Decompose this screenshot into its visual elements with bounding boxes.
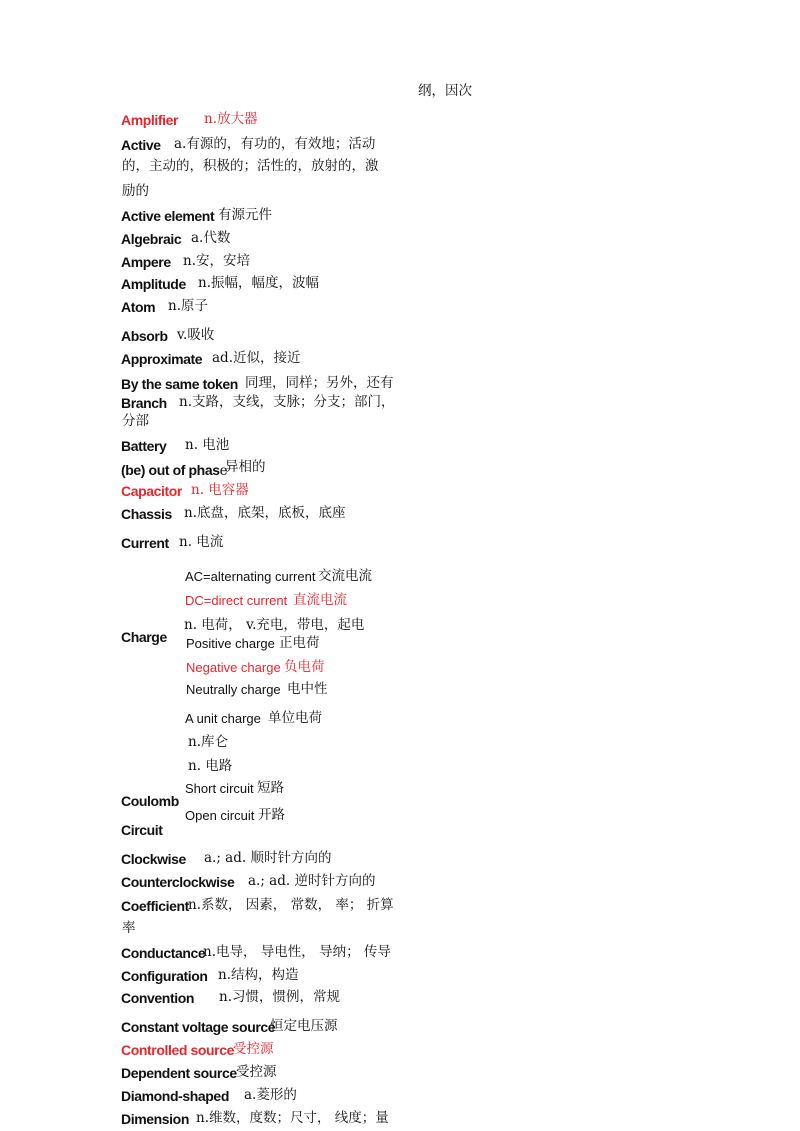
entry-definition: a.有源的，有功的，有效地；活动 <box>174 136 376 152</box>
entry-term: Convention <box>121 990 194 1006</box>
entry-term: Controlled source <box>121 1042 234 1058</box>
subline-chinese: n. 电路 <box>188 758 233 774</box>
subline-chinese: 短路 <box>257 780 284 796</box>
entry-definition: 有源元件 <box>218 207 272 223</box>
entry-term-coulomb: Coulomb <box>121 793 179 809</box>
entry-definition: n. 电容器 <box>191 482 249 498</box>
entry-term-charge: Charge <box>121 629 167 645</box>
entry-term: Algebraic <box>121 231 182 247</box>
subline-english: AC=alternating current <box>185 569 316 584</box>
entry-term: Amplitude <box>121 276 186 292</box>
entry-definition: n.系数， 因素， 常数， 率； 折算 <box>188 897 394 913</box>
entry-term: Clockwise <box>121 851 186 867</box>
entry-term: Atom <box>121 299 156 315</box>
subline-chinese: 电中性 <box>287 681 328 697</box>
entry-definition-cont: 励的 <box>122 183 149 199</box>
subline-chinese: 负电荷 <box>284 659 325 675</box>
entry-term: Branch <box>121 395 167 411</box>
entry-term-wrap <box>121 460 228 479</box>
subline-chinese: 直流电流 <box>293 592 347 608</box>
subline-english: Positive charge <box>186 636 275 651</box>
entry-term: Conductance <box>121 945 206 961</box>
subline-chinese: 正电荷 <box>279 635 320 651</box>
entry-definition: n. 电流 <box>179 534 224 550</box>
entry-term: (be) out of phas <box>121 462 220 478</box>
entry-term: Active element <box>121 208 215 224</box>
entry-definition: a.菱形的 <box>244 1087 297 1103</box>
subline-english: Neutrally charge <box>186 682 281 697</box>
subline-chinese: 交流电流 <box>318 568 372 584</box>
entry-term: Ampere <box>121 254 171 270</box>
subline-english: Open circuit <box>185 808 255 823</box>
entry-term: Dimension <box>121 1111 189 1127</box>
header-fragment: 纲，因次 <box>418 83 472 99</box>
entry-term: Approximate <box>121 351 203 367</box>
entry-term-tail: e <box>219 463 228 479</box>
entry-term: Diamond-shaped <box>121 1088 229 1104</box>
entry-definition: n.放大器 <box>204 111 258 127</box>
entry-term: Coefficient <box>121 898 189 914</box>
entry-definition: n.维数，度数；尺寸， 线度；量 <box>196 1110 389 1126</box>
entry-term: Current <box>121 535 169 551</box>
subline-chinese: n.库仑 <box>188 734 228 750</box>
entry-term: Battery <box>121 438 167 454</box>
entry-definition: v.吸收 <box>177 327 215 343</box>
subline-english: DC=direct current <box>185 593 288 608</box>
subline-chinese: 开路 <box>258 807 285 823</box>
entry-definition: 异相的 <box>225 459 266 475</box>
entry-term: Chassis <box>121 506 172 522</box>
entry-term: Capacitor <box>121 483 182 499</box>
entry-definition: n. 电池 <box>185 437 230 453</box>
entry-definition: 同理，同样；另外，还有 <box>245 375 394 391</box>
entry-definition: 受控源 <box>233 1041 274 1057</box>
entry-definition: n.安，安培 <box>183 253 250 269</box>
entry-definition: n.结构，构造 <box>218 967 299 983</box>
entry-definition: 恒定电压源 <box>270 1018 338 1034</box>
entry-term: Absorb <box>121 328 168 344</box>
subline-english: A unit charge <box>185 711 261 726</box>
entry-definition: a.; ad. 逆时针方向的 <box>248 873 376 889</box>
entry-definition: n.支路，支线，支脉；分支；部门， <box>179 394 395 410</box>
entry-definition: a.代数 <box>191 230 231 246</box>
entry-definition: a.; ad. 顺时针方向的 <box>204 850 332 866</box>
entry-term: Dependent source <box>121 1065 237 1081</box>
entry-term: Active <box>121 137 161 153</box>
entry-definition: ad.近似，接近 <box>212 350 301 366</box>
subline-chinese: n. 电荷， v.充电，带电，起电 <box>184 617 365 633</box>
subline-chinese: 单位电荷 <box>268 710 322 726</box>
entry-definition-cont: 的，主动的，积极的；活性的，放射的，激 <box>122 158 379 174</box>
entry-definition: 受控源 <box>236 1064 277 1080</box>
entry-definition: n.原子 <box>168 298 208 314</box>
entry-term: Constant voltage source <box>121 1019 276 1035</box>
entry-definition-cont: 分部 <box>122 413 149 429</box>
entry-definition: n.电导， 导电性， 导纳； 传导 <box>203 944 391 960</box>
entry-term: By the same token <box>121 376 238 392</box>
subline-english: Negative charge <box>186 660 281 675</box>
entry-definition: n.振幅，幅度，波幅 <box>198 275 319 291</box>
entry-term: Configuration <box>121 968 208 984</box>
entry-term: Counterclockwise <box>121 874 235 890</box>
entry-term-circuit: Circuit <box>121 822 163 838</box>
entry-term: Amplifier <box>121 112 179 128</box>
subline-english: Short circuit <box>185 781 254 796</box>
entry-definition: n.底盘，底架，底板，底座 <box>184 505 346 521</box>
entry-definition-cont: 率 <box>122 920 136 936</box>
entry-definition: n.习惯，惯例，常规 <box>219 989 340 1005</box>
